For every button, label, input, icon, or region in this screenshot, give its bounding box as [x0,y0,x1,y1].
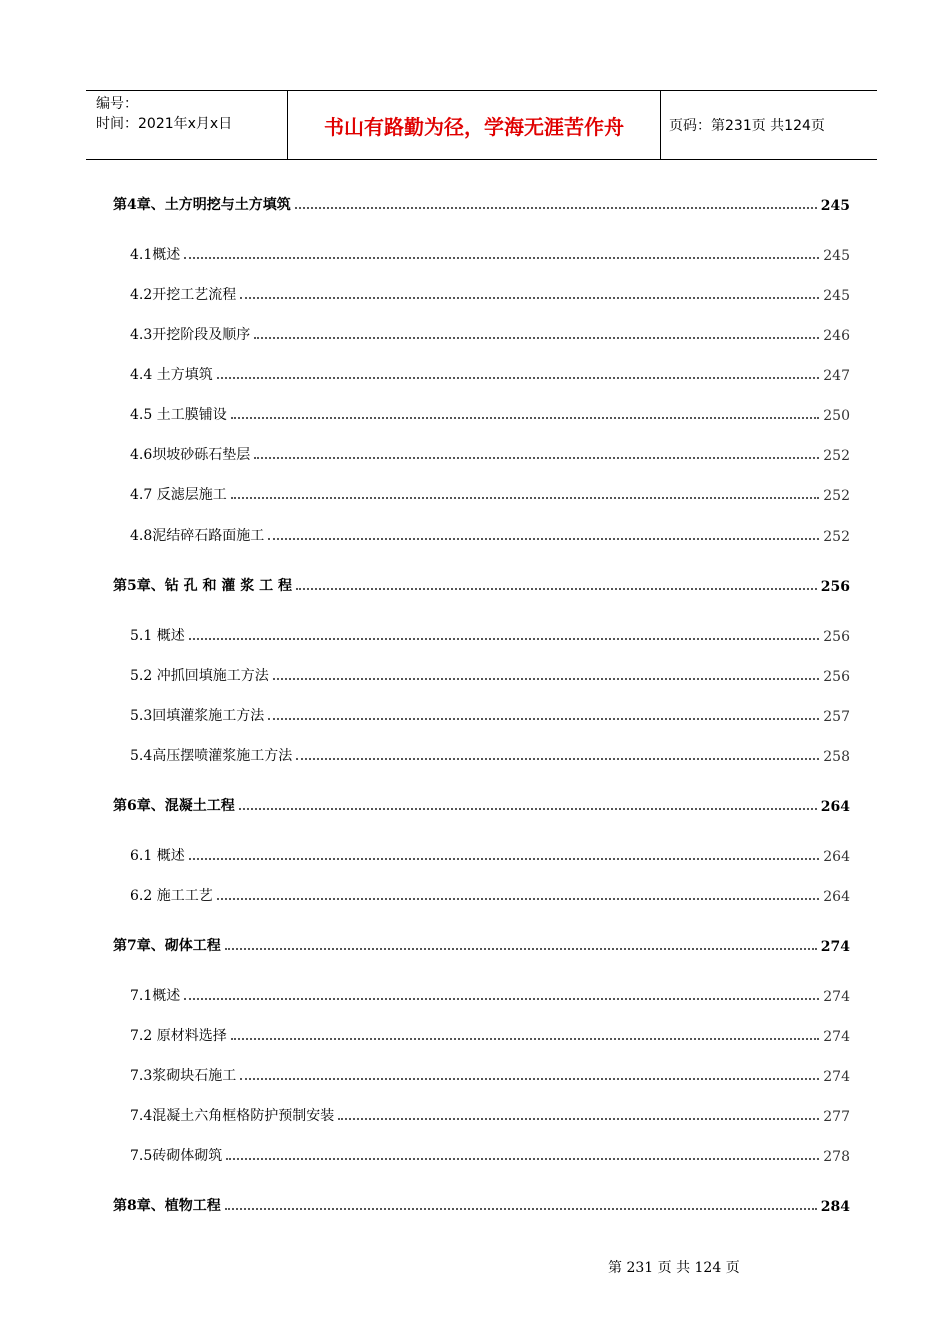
toc-section-row[interactable] [0,743,950,765]
time-label: 时间：2021年x月x日 [96,116,233,132]
toc-leader-dots [296,758,819,760]
toc-leader-dots [296,588,817,590]
toc-leader-dots [225,1208,817,1210]
toc-entry-page: 277 [823,1109,850,1125]
toc-section-row[interactable] [0,1023,950,1045]
toc-leader-dots [231,1038,820,1040]
toc-section-row[interactable] [0,242,950,264]
toc-entry-label: 第7章、砌体工程 [113,938,221,954]
toc-entry-label: 第8章、植物工程 [113,1198,221,1214]
toc-entry-page: 247 [823,368,850,384]
toc-leader-dots [240,297,819,299]
toc-leader-dots [295,207,817,209]
toc-leader-dots [268,718,819,720]
toc-entry-label: 7.4混凝土六角框格防护预制安装 [130,1108,335,1124]
toc-entry-page: 258 [823,749,850,765]
toc-entry-page: 264 [823,849,850,865]
toc-leader-dots [254,337,819,339]
toc-chapter-row[interactable] [0,933,950,955]
toc-entry-page: 250 [823,408,850,424]
toc-section-row[interactable] [0,1063,950,1085]
toc-section-row[interactable] [0,883,950,905]
toc-entry-label: 5.3回填灌浆施工方法 [130,708,265,724]
toc-entry-label: 5.4高压摆喷灌浆施工方法 [130,748,293,764]
toc-entry-label: 4.6坝坡砂砾石垫层 [130,447,251,463]
toc-leader-dots [225,948,817,950]
page-footer: 第 231 页 共 124 页 [608,1260,740,1276]
toc-chapter-row[interactable] [0,1193,950,1215]
toc-entry-label: 7.1概述 [130,988,181,1004]
toc-section-row[interactable] [0,663,950,685]
toc-section-row[interactable] [0,322,950,344]
toc-entry-page: 245 [823,248,850,264]
toc-section-row[interactable] [0,362,950,384]
toc-section-row[interactable] [0,523,950,545]
header-motto: 书山有路勤为径，学海无涯苦作舟 [288,91,661,159]
toc-entry-label: 4.3开挖阶段及顺序 [130,327,251,343]
toc-entry-page: 245 [823,288,850,304]
toc-entry-page: 246 [823,328,850,344]
toc-entry-label: 5.2 冲抓回填施工方法 [130,668,269,684]
toc-entry-page: 264 [820,799,850,815]
toc-entry-page: 264 [823,889,850,905]
toc-leader-dots [338,1118,819,1120]
toc-leader-dots [273,678,820,680]
toc-entry-label: 5.1 概述 [130,628,185,644]
toc-leader-dots [254,457,819,459]
toc-section-row[interactable] [0,282,950,304]
toc-entry-page: 252 [823,529,850,545]
toc-section-row[interactable] [0,843,950,865]
toc-entry-page: 257 [823,709,850,725]
toc-chapter-row[interactable] [0,793,950,815]
toc-section-row[interactable] [0,983,950,1005]
toc-entry-page: 245 [820,198,850,214]
toc-section-row[interactable] [0,402,950,424]
toc-section-row[interactable] [0,703,950,725]
toc-entry-label: 7.3浆砌块石施工 [130,1068,237,1084]
toc-entry-label: 6.1 概述 [130,848,185,864]
toc-leader-dots [184,998,819,1000]
toc-section-row[interactable] [0,442,950,464]
toc-section-row[interactable] [0,1143,950,1165]
toc-entry-page: 278 [823,1149,850,1165]
toc-leader-dots [217,377,820,379]
toc-entry-label: 4.7 反滤层施工 [130,487,227,503]
toc-chapter-row[interactable] [0,573,950,595]
toc-leader-dots [189,858,820,860]
toc-entry-page: 274 [823,1069,850,1085]
toc-entry-page: 274 [823,989,850,1005]
toc-leader-dots [268,538,819,540]
toc-leader-dots [239,808,817,810]
toc-entry-page: 256 [823,669,850,685]
toc-section-row[interactable] [0,482,950,504]
toc-entry-page: 274 [823,1029,850,1045]
toc-entry-page: 274 [820,939,850,955]
toc-entry-page: 252 [823,488,850,504]
toc-leader-dots [231,417,820,419]
toc-entry-page: 284 [820,1199,850,1215]
toc-entry-label: 4.2开挖工艺流程 [130,287,237,303]
toc-section-row[interactable] [0,623,950,645]
toc-leader-dots [240,1078,819,1080]
toc-chapter-row[interactable] [0,192,950,214]
toc-entry-label: 4.4 土方填筑 [130,367,213,383]
toc-leader-dots [217,898,820,900]
toc-leader-dots [226,1158,819,1160]
toc-entry-label: 4.5 土工膜铺设 [130,407,227,423]
toc-entry-label: 6.2 施工工艺 [130,888,213,904]
number-label: 编号： [96,96,138,112]
toc-entry-label: 7.2 原材料选择 [130,1028,227,1044]
header-page-info: 页码：第231页 共124页 [669,118,825,134]
toc-entry-page: 252 [823,448,850,464]
toc-entry-label: 4.1概述 [130,247,181,263]
toc-leader-dots [189,638,820,640]
toc-entry-page: 256 [823,629,850,645]
toc-entry-label: 第5章、钻 孔 和 灌 浆 工 程 [113,578,292,594]
toc-section-row[interactable] [0,1103,950,1125]
toc-entry-label: 7.5砖砌体砌筑 [130,1148,223,1164]
toc-entry-label: 第4章、土方明挖与土方填筑 [113,197,291,213]
toc-leader-dots [231,497,820,499]
toc-leader-dots [184,257,819,259]
toc-entry-label: 4.8泥结碎石路面施工 [130,528,265,544]
toc-entry-label: 第6章、混凝土工程 [113,798,235,814]
toc-entry-page: 256 [820,579,850,595]
